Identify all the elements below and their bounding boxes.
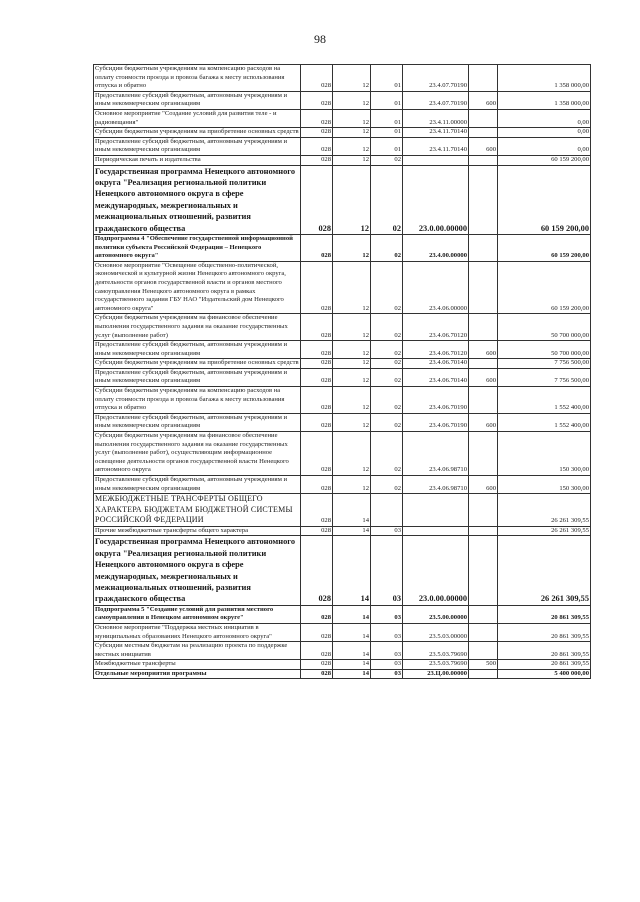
amount-cell: 50 700 000,00 (498, 341, 591, 359)
budget-item-name-cell: Подпрограмма 4 "Обеспечение государственной информационной политики субъекта Российской Федерации – Ненецкого автономного округа" (94, 234, 301, 261)
ministry-code-cell: 028 (301, 261, 333, 314)
amount-cell: 0,00 (498, 137, 591, 155)
budget-item-name-cell: Межбюджетные трансферты (94, 660, 301, 670)
table-row (94, 165, 591, 234)
target-article-code-cell: 23.4.06.70140 (403, 359, 469, 369)
ministry-code-cell: 028 (301, 368, 333, 386)
table-row (94, 494, 591, 527)
table-row (94, 536, 591, 605)
table-row (94, 314, 591, 341)
target-article-code-cell: 23.4.06.70120 (403, 341, 469, 359)
section-code-cell: 12 (333, 261, 371, 314)
section-code-cell: 14 (333, 623, 371, 641)
table-row (94, 642, 591, 660)
table-row (94, 669, 591, 679)
amount-cell: 50 700 000,00 (498, 314, 591, 341)
budget-item-name-cell: Субсидии бюджетным учреждениям на компенсацию расходов на оплату стоимости проезда и провоза багажа к месту использования отпуска и обратно (94, 387, 301, 414)
table-row (94, 128, 591, 138)
expense-type-code-cell (469, 526, 498, 536)
section-code-cell: 12 (333, 432, 371, 476)
amount-cell: 1 552 400,00 (498, 413, 591, 431)
subsection-code-cell: 02 (371, 476, 403, 494)
amount-cell: 1 358 000,00 (498, 65, 591, 92)
subsection-code-cell (371, 494, 403, 527)
budget-item-name-cell: Государственная программа Ненецкого автономного округа "Реализация региональной политики Ненецкого автономного округа в сфере международных, межрегиональных и межнациональных отношений, развития гражданского общества (94, 536, 301, 605)
amount-cell: 26 261 309,55 (498, 494, 591, 527)
table-row (94, 359, 591, 369)
budget-table-body (94, 65, 591, 679)
table-row (94, 413, 591, 431)
expense-type-code-cell (469, 165, 498, 234)
section-code-cell: 12 (333, 137, 371, 155)
subsection-code-cell: 03 (371, 660, 403, 670)
table-row (94, 387, 591, 414)
section-code-cell: 12 (333, 128, 371, 138)
section-code-cell: 12 (333, 359, 371, 369)
expense-type-code-cell (469, 65, 498, 92)
amount-cell: 7 756 500,00 (498, 359, 591, 369)
section-code-cell: 12 (333, 413, 371, 431)
subsection-code-cell: 02 (371, 368, 403, 386)
table-row (94, 623, 591, 641)
section-code-cell: 14 (333, 642, 371, 660)
expense-type-code-cell (469, 109, 498, 127)
ministry-code-cell: 028 (301, 91, 333, 109)
subsection-code-cell: 02 (371, 413, 403, 431)
expense-type-code-cell (469, 536, 498, 605)
amount-cell: 150 300,00 (498, 432, 591, 476)
section-code-cell: 12 (333, 387, 371, 414)
expense-type-code-cell (469, 605, 498, 623)
subsection-code-cell: 03 (371, 642, 403, 660)
table-row (94, 261, 591, 314)
amount-cell: 20 861 309,55 (498, 605, 591, 623)
target-article-code-cell (403, 494, 469, 527)
budget-item-name-cell: Субсидии бюджетным учреждениям на компенсацию расходов на оплату стоимости проезда и провоза багажа к месту использования отпуска и обратно (94, 65, 301, 92)
section-code-cell: 12 (333, 234, 371, 261)
ministry-code-cell: 028 (301, 165, 333, 234)
amount-cell: 1 552 400,00 (498, 387, 591, 414)
expense-type-code-cell: 600 (469, 476, 498, 494)
budget-item-name-cell: Предоставление субсидий бюджетным, автономным учреждениям и иным некоммерческим организациям (94, 91, 301, 109)
subsection-code-cell: 02 (371, 314, 403, 341)
expense-type-code-cell (469, 261, 498, 314)
ministry-code-cell: 028 (301, 660, 333, 670)
table-row (94, 432, 591, 476)
budget-item-name-cell: Государственная программа Ненецкого автономного округа "Реализация региональной политики Ненецкого автономного округа в сфере международных, межрегиональных и межнациональных отношений, развития гражданского общества (94, 165, 301, 234)
amount-cell: 150 300,00 (498, 476, 591, 494)
amount-cell: 20 861 309,55 (498, 642, 591, 660)
ministry-code-cell: 028 (301, 65, 333, 92)
ministry-code-cell: 028 (301, 494, 333, 527)
subsection-code-cell: 01 (371, 91, 403, 109)
ministry-code-cell: 028 (301, 234, 333, 261)
table-row (94, 660, 591, 670)
target-article-code-cell: 23.5.00.00000 (403, 605, 469, 623)
section-code-cell: 12 (333, 155, 371, 165)
table-row (94, 341, 591, 359)
ministry-code-cell: 028 (301, 155, 333, 165)
target-article-code-cell: 23.4.06.00000 (403, 261, 469, 314)
subsection-code-cell: 02 (371, 261, 403, 314)
target-article-code-cell: 23.4.11.70140 (403, 128, 469, 138)
section-code-cell: 14 (333, 669, 371, 679)
ministry-code-cell: 028 (301, 341, 333, 359)
section-code-cell: 12 (333, 368, 371, 386)
section-code-cell: 14 (333, 536, 371, 605)
ministry-code-cell: 028 (301, 137, 333, 155)
ministry-code-cell: 028 (301, 314, 333, 341)
section-code-cell: 14 (333, 494, 371, 527)
ministry-code-cell: 028 (301, 605, 333, 623)
expense-type-code-cell (469, 623, 498, 641)
budget-item-name-cell: Основное мероприятие "Поддержка местных инициатив в муниципальных образованиях Ненецкого автономного округа" (94, 623, 301, 641)
page-number: 98 (314, 32, 326, 46)
budget-item-name-cell: Основное мероприятие "Освещение общественно-политической, экономической и культурной жизни Ненецкого автономного округа, деятельности органов государственной власти и органов местного самоуправления Ненецкого автономного округа в рамках государственного задания ГБУ НАО "Издательский дом Ненецкого автономного округа" (94, 261, 301, 314)
amount-cell: 60 159 200,00 (498, 234, 591, 261)
expense-type-code-cell: 600 (469, 413, 498, 431)
budget-item-name-cell: Субсидии бюджетным учреждениям на финансовое обеспечение выполнения государственного задания на оказание государственных услуг (выполнение работ) (94, 314, 301, 341)
expense-type-code-cell: 600 (469, 341, 498, 359)
budget-item-name-cell: МЕЖБЮДЖЕТНЫЕ ТРАНСФЕРТЫ ОБЩЕГО ХАРАКТЕРА БЮДЖЕТАМ БЮДЖЕТНОЙ СИСТЕМЫ РОССИЙСКОЙ ФЕДЕРАЦИИ (94, 494, 301, 527)
amount-cell: 26 261 309,55 (498, 536, 591, 605)
target-article-code-cell: 23.4.06.70120 (403, 314, 469, 341)
target-article-code-cell: 23.0.00.00000 (403, 536, 469, 605)
section-code-cell: 12 (333, 314, 371, 341)
ministry-code-cell: 028 (301, 669, 333, 679)
subsection-code-cell: 03 (371, 623, 403, 641)
amount-cell: 26 261 309,55 (498, 526, 591, 536)
amount-cell: 0,00 (498, 128, 591, 138)
ministry-code-cell: 028 (301, 432, 333, 476)
section-code-cell: 12 (333, 476, 371, 494)
ministry-code-cell: 028 (301, 526, 333, 536)
budget-item-name-cell: Предоставление субсидий бюджетным, автономным учреждениям и иным некоммерческим организациям (94, 413, 301, 431)
ministry-code-cell: 028 (301, 476, 333, 494)
table-row (94, 368, 591, 386)
subsection-code-cell: 02 (371, 341, 403, 359)
section-code-cell: 14 (333, 605, 371, 623)
target-article-code-cell: 23.4.06.70190 (403, 387, 469, 414)
budget-item-name-cell: Подпрограмма 5 "Создание условий для развития местного самоуправления в Ненецком автономном округе" (94, 605, 301, 623)
amount-cell: 7 756 500,00 (498, 368, 591, 386)
subsection-code-cell: 02 (371, 432, 403, 476)
expense-type-code-cell: 600 (469, 137, 498, 155)
subsection-code-cell: 02 (371, 165, 403, 234)
expense-type-code-cell (469, 359, 498, 369)
subsection-code-cell: 01 (371, 128, 403, 138)
section-code-cell: 12 (333, 341, 371, 359)
target-article-code-cell: 23.4.07.70190 (403, 91, 469, 109)
target-article-code-cell: 23.5.03.79690 (403, 642, 469, 660)
budget-item-name-cell: Субсидии бюджетным учреждениям на приобретение основных средств (94, 359, 301, 369)
budget-item-name-cell: Основное мероприятие "Создание условий для развития теле - и радиовещания" (94, 109, 301, 127)
budget-table (93, 64, 591, 679)
budget-item-name-cell: Предоставление субсидий бюджетным, автономным учреждениям и иным некоммерческим организациям (94, 368, 301, 386)
amount-cell: 1 358 000,00 (498, 91, 591, 109)
subsection-code-cell: 01 (371, 137, 403, 155)
target-article-code-cell: 23.5.03.79690 (403, 660, 469, 670)
target-article-code-cell: 23.Ц.00.00000 (403, 669, 469, 679)
amount-cell: 20 861 309,55 (498, 623, 591, 641)
expense-type-code-cell: 600 (469, 368, 498, 386)
section-code-cell: 12 (333, 91, 371, 109)
target-article-code-cell: 23.0.00.00000 (403, 165, 469, 234)
expense-type-code-cell: 500 (469, 660, 498, 670)
target-article-code-cell: 23.4.06.98710 (403, 432, 469, 476)
amount-cell: 20 861 309,55 (498, 660, 591, 670)
section-code-cell: 14 (333, 526, 371, 536)
expense-type-code-cell (469, 669, 498, 679)
expense-type-code-cell (469, 387, 498, 414)
budget-item-name-cell: Отдельные мероприятия программы (94, 669, 301, 679)
amount-cell: 60 159 200,00 (498, 165, 591, 234)
section-code-cell: 12 (333, 109, 371, 127)
ministry-code-cell: 028 (301, 128, 333, 138)
subsection-code-cell: 03 (371, 669, 403, 679)
section-code-cell: 12 (333, 65, 371, 92)
target-article-code-cell (403, 155, 469, 165)
ministry-code-cell: 028 (301, 623, 333, 641)
subsection-code-cell: 01 (371, 65, 403, 92)
ministry-code-cell: 028 (301, 536, 333, 605)
budget-item-name-cell: Прочие межбюджетные трансферты общего характера (94, 526, 301, 536)
subsection-code-cell: 02 (371, 234, 403, 261)
subsection-code-cell: 03 (371, 536, 403, 605)
subsection-code-cell: 02 (371, 155, 403, 165)
expense-type-code-cell (469, 314, 498, 341)
budget-item-name-cell: Предоставление субсидий бюджетным, автономным учреждениям и иным некоммерческим организациям (94, 476, 301, 494)
expense-type-code-cell (469, 642, 498, 660)
budget-item-name-cell: Субсидии бюджетным учреждениям на приобретение основных средств (94, 128, 301, 138)
target-article-code-cell (403, 526, 469, 536)
ministry-code-cell: 028 (301, 387, 333, 414)
ministry-code-cell: 028 (301, 413, 333, 431)
budget-item-name-cell: Предоставление субсидий бюджетным, автономным учреждениям и иным некоммерческим организациям (94, 341, 301, 359)
budget-item-name-cell: Предоставление субсидий бюджетным, автономным учреждениям и иным некоммерческим организациям (94, 137, 301, 155)
expense-type-code-cell (469, 234, 498, 261)
table-row (94, 65, 591, 92)
target-article-code-cell: 23.4.07.70190 (403, 65, 469, 92)
target-article-code-cell: 23.4.06.70140 (403, 368, 469, 386)
amount-cell: 0,00 (498, 109, 591, 127)
table-row (94, 155, 591, 165)
target-article-code-cell: 23.5.03.00000 (403, 623, 469, 641)
subsection-code-cell: 02 (371, 387, 403, 414)
expense-type-code-cell (469, 155, 498, 165)
ministry-code-cell: 028 (301, 359, 333, 369)
table-row (94, 91, 591, 109)
expense-type-code-cell (469, 432, 498, 476)
target-article-code-cell: 23.4.11.70140 (403, 137, 469, 155)
target-article-code-cell: 23.4.06.70190 (403, 413, 469, 431)
target-article-code-cell: 23.4.00.00000 (403, 234, 469, 261)
expense-type-code-cell (469, 494, 498, 527)
amount-cell: 60 159 200,00 (498, 155, 591, 165)
subsection-code-cell: 01 (371, 109, 403, 127)
table-row (94, 234, 591, 261)
table-row (94, 605, 591, 623)
table-row (94, 109, 591, 127)
budget-item-name-cell: Периодическая печать и издательства (94, 155, 301, 165)
section-code-cell: 12 (333, 165, 371, 234)
section-code-cell: 14 (333, 660, 371, 670)
table-row (94, 137, 591, 155)
target-article-code-cell: 23.4.06.98710 (403, 476, 469, 494)
ministry-code-cell: 028 (301, 642, 333, 660)
amount-cell: 5 400 000,00 (498, 669, 591, 679)
table-row (94, 476, 591, 494)
amount-cell: 60 159 200,00 (498, 261, 591, 314)
target-article-code-cell: 23.4.11.00000 (403, 109, 469, 127)
expense-type-code-cell (469, 128, 498, 138)
subsection-code-cell: 03 (371, 605, 403, 623)
subsection-code-cell: 03 (371, 526, 403, 536)
budget-item-name-cell: Субсидии бюджетным учреждениям на финансовое обеспечение выполнения государственного задания на оказание государственных услуг (выполнение работ), осуществляющим информационное освещение деятельности органов государственной власти Ненецкого автономного округа (94, 432, 301, 476)
budget-item-name-cell: Субсидии местным бюджетам на реализацию проекта по поддержке местных инициатив (94, 642, 301, 660)
table-row (94, 526, 591, 536)
subsection-code-cell: 02 (371, 359, 403, 369)
ministry-code-cell: 028 (301, 109, 333, 127)
expense-type-code-cell: 600 (469, 91, 498, 109)
